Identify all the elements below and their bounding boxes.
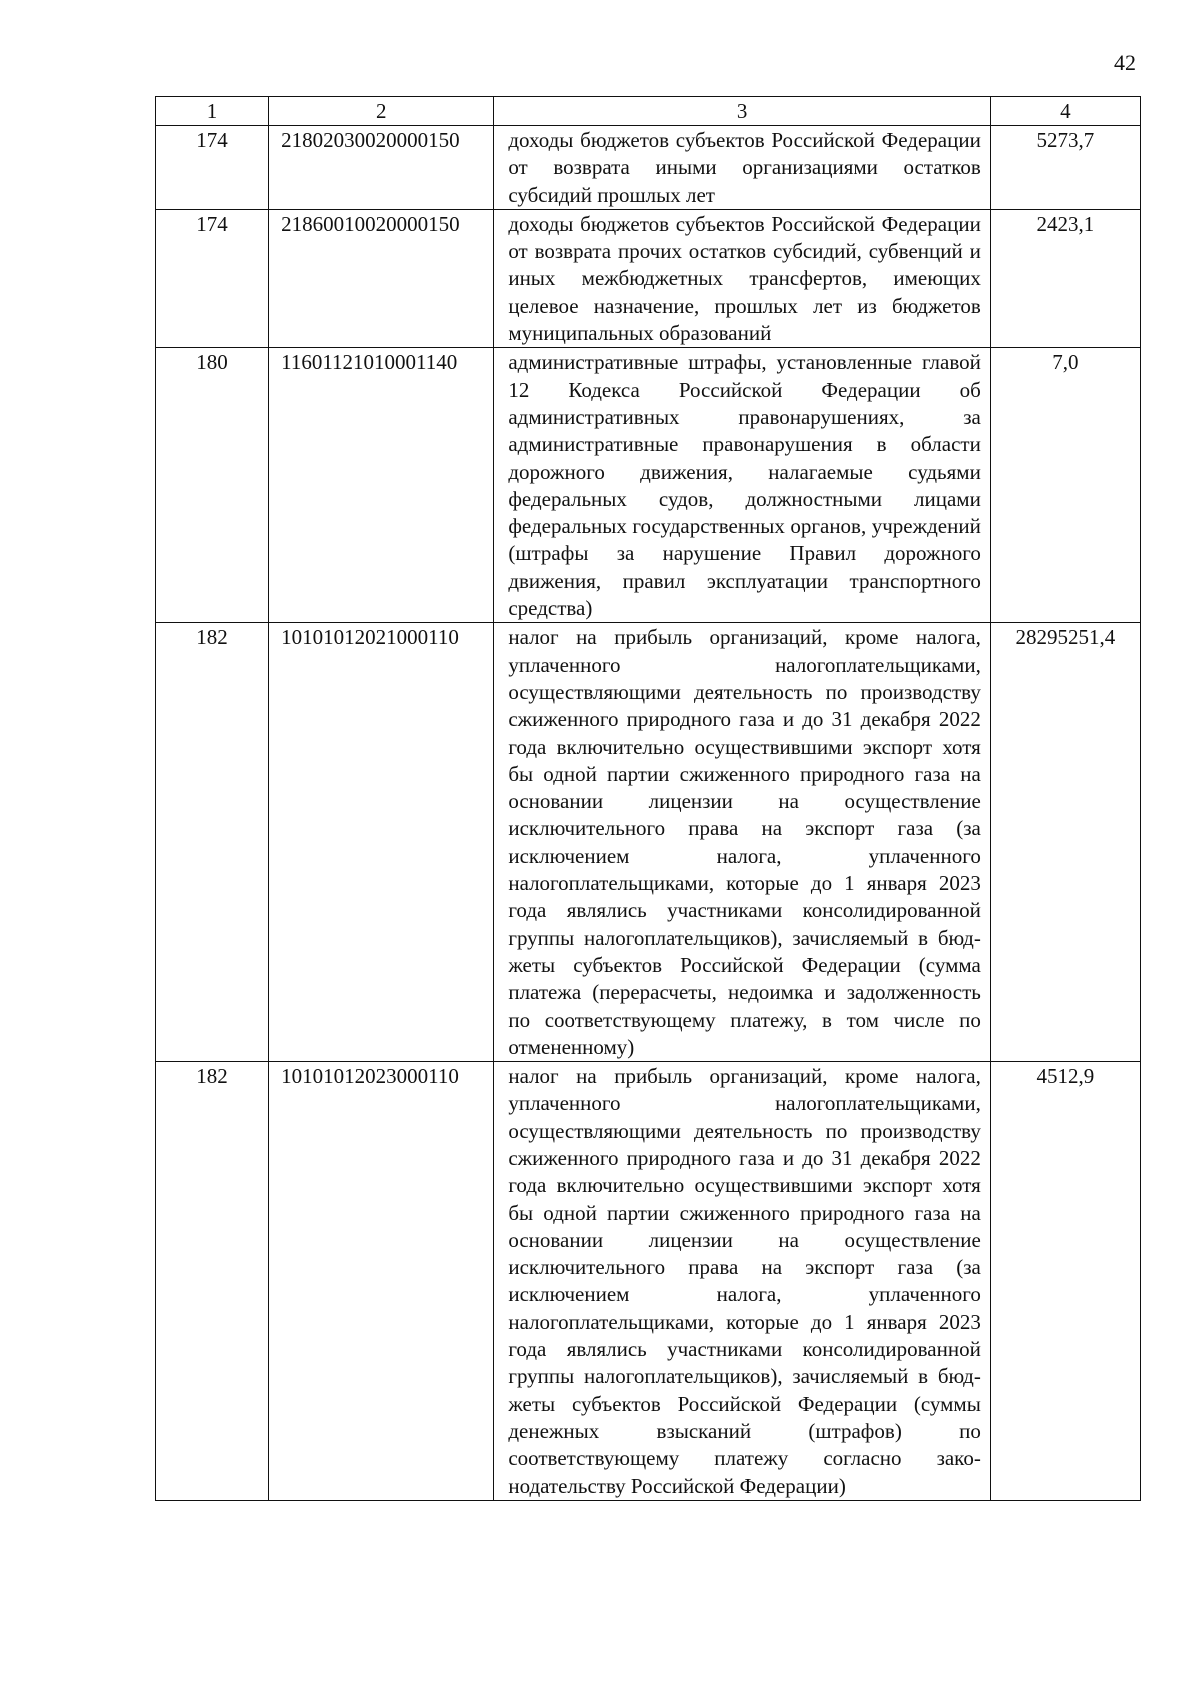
page-number: 42	[1114, 50, 1136, 75]
revenue-description-cell: административные штрафы, установленные главой 12 Кодекса Российской Федерации об административных правонарушениях, за административные правонарушения в области дорожного движения, налагаемые судьями федеральных судов, должностными лицами федеральных государственных органов, учреждений (штрафы за нарушение Правил дорожного движения, правил эксплуатации транспортного средства)	[494, 348, 991, 623]
revenue-code-cell: 21860010020000150	[269, 209, 494, 347]
admin-code-cell: 182	[156, 1062, 269, 1501]
column-header-2: 2	[269, 97, 494, 126]
admin-code-cell: 174	[156, 209, 269, 347]
revenue-description-cell: доходы бюджетов субъектов Российской Федерации от возврата прочих остатков субсидий, субвенций и иных межбюджетных трансфертов, имеющих целевое назначение, прошлых лет из бюджетов муниципальных образований	[494, 209, 991, 347]
revenue-code-cell: 10101012021000110	[269, 623, 494, 1062]
table-row	[156, 1062, 1141, 1501]
revenue-description-cell: доходы бюджетов субъектов Российской Федерации от возврата иными организациями остатков субсидий прошлых лет	[494, 126, 991, 210]
revenue-table	[155, 96, 1141, 1501]
admin-code-cell: 182	[156, 623, 269, 1062]
revenue-description-cell: налог на прибыль организаций, кроме налога, уплаченного налогоплательщиками, осуществляющими деятельность по производству сжиженного природного газа и до 31 декабря 2022 года включительно осуществившими экспорт хотя бы одной партии сжиженного природного газа на основании лицензии на осуществление исключительного права на экспорт газа (за исключением налога, уплаченного налогоплательщиками, которые до 1 января 2023 года являлись участниками консолидированной группы налогоплательщиков), зачисляемый в бюджеты субъектов Российской Федерации (сумма платежа (перерасчеты, недоимка и задолженность по соответствующему платежу, в том числе по отмененному)	[494, 623, 991, 1062]
table-row	[156, 209, 1141, 347]
column-header-1: 1	[156, 97, 269, 126]
admin-code-cell: 180	[156, 348, 269, 623]
table-header-row	[156, 97, 1141, 126]
revenue-description-cell: налог на прибыль организаций, кроме налога, уплаченного налогоплательщиками, осуществляющими деятельность по производству сжиженного природного газа и до 31 декабря 2022 года включительно осуществившими экспорт хотя бы одной партии сжиженного природного газа на основании лицензии на осуществление исключительного права на экспорт газа (за исключением налога, уплаченного налогоплательщиками, которые до 1 января 2023 года являлись участниками консолидированной группы налогоплательщиков), зачисляемый в бюджеты субъектов Российской Федерации (суммы денежных взысканий (штрафов) по соответствующему платежу согласно законодательству Российской Федерации)	[494, 1062, 991, 1501]
amount-cell: 2423,1	[990, 209, 1140, 347]
amount-cell: 7,0	[990, 348, 1140, 623]
table-row	[156, 126, 1141, 210]
column-header-3: 3	[494, 97, 991, 126]
revenue-code-cell: 10101012023000110	[269, 1062, 494, 1501]
table-row	[156, 348, 1141, 623]
table-row	[156, 623, 1141, 1062]
revenue-code-cell: 11601121010001140	[269, 348, 494, 623]
amount-cell: 28295251,4	[990, 623, 1140, 1062]
amount-cell: 4512,9	[990, 1062, 1140, 1501]
amount-cell: 5273,7	[990, 126, 1140, 210]
admin-code-cell: 174	[156, 126, 269, 210]
revenue-code-cell: 21802030020000150	[269, 126, 494, 210]
column-header-4: 4	[990, 97, 1140, 126]
